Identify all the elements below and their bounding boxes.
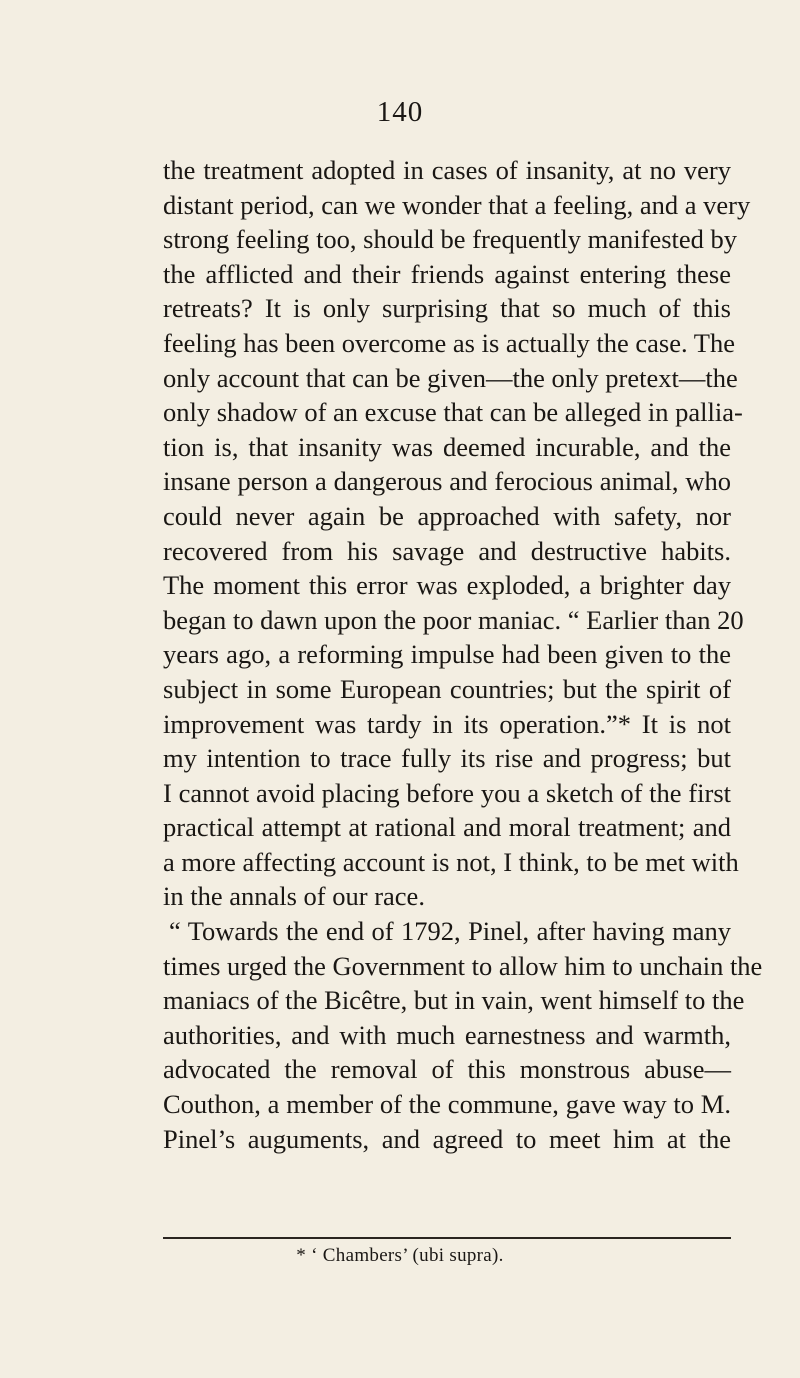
text-line: the treatment adopted in cases of insanity, at no very (163, 155, 731, 185)
text-line: practical attempt at rational and moral treatment; and (163, 812, 731, 843)
text-line: Couthon, a member of the commune, gave way to M. (163, 1089, 731, 1120)
text-line: the afflicted and their friends against entering these (163, 258, 731, 289)
text-line: “ Towards the end of 1792, Pinel, after having many (169, 916, 731, 947)
text-line: insane person a dangerous and ferocious animal, who (163, 466, 731, 497)
text-line: strong feeling too, should be frequently manifested by (163, 224, 738, 255)
text-line: recovered from his savage and destructive habits. (163, 535, 731, 566)
text-line: retreats? It is only surprising that so much of this (163, 293, 731, 324)
text-line: I cannot avoid placing before you a sketch of the first (163, 777, 731, 808)
text-line: in the annals of our race. (163, 881, 425, 912)
text-line: my intention to trace fully its rise and progress; but (163, 743, 731, 774)
text-line: authorities, and with much earnestness and warmth, (163, 1019, 731, 1050)
text-line: advocated the removal of this monstrous abuse— (163, 1054, 731, 1085)
text-line: The moment this error was exploded, a brighter day (163, 570, 731, 601)
text-line: tion is, that insanity was deemed incurable, and the (163, 431, 731, 462)
text-line: distant period, can we wonder that a feeling, and a very (163, 189, 751, 220)
footnote: * ‘ Chambers’ (ubi supra). (296, 1245, 504, 1266)
text-line: improvement was tardy in its operation.”* It is not (163, 708, 731, 739)
text-line: began to dawn upon the poor maniac. “ Earlier than 20 (163, 604, 744, 635)
text-line: feeling has been overcome as is actually the case. The (163, 327, 735, 358)
footnote-divider (163, 1237, 731, 1239)
text-line: times urged the Government to allow him to unchain the (163, 950, 763, 981)
text-line: subject in some European countries; but the spirit of (163, 673, 731, 704)
text-line: maniacs of the Bicêtre, but in vain, went himself to the (163, 985, 745, 1016)
text-line: Pinel’s auguments, and agreed to meet him at the (163, 1123, 731, 1154)
text-line: only shadow of an excuse that can be alleged in pallia- (163, 397, 743, 428)
page-number: 140 (376, 96, 424, 128)
body-text (163, 153, 763, 1156)
text-line: a more affecting account is not, I think, to be met with (163, 846, 739, 877)
text-line: could never again be approached with safety, nor (163, 500, 731, 531)
text-line: years ago, a reforming impulse had been given to the (163, 639, 731, 670)
text-line: only account that can be given—the only pretext—the (163, 362, 738, 393)
